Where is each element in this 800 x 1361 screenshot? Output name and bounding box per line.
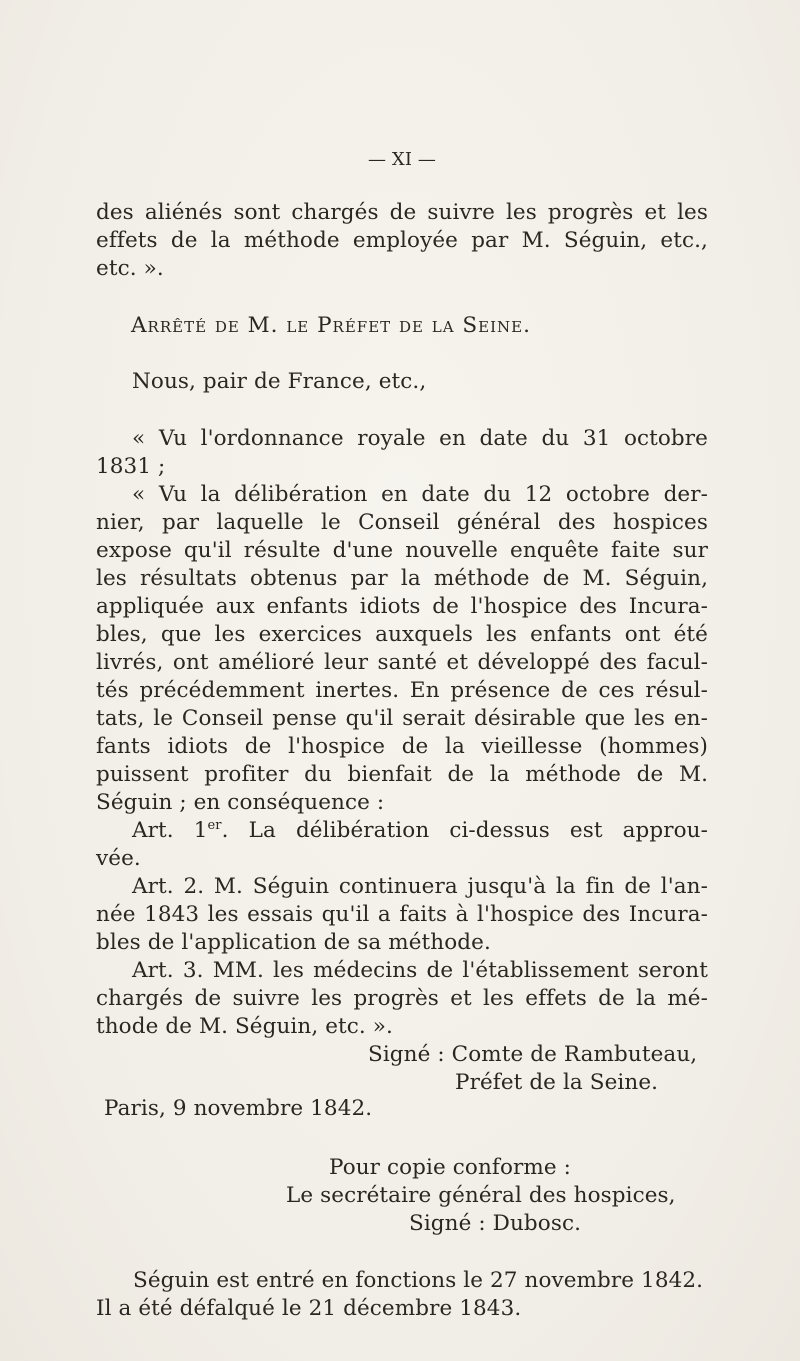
text-line: etc. ».: [96, 256, 164, 281]
text-line: fants idiots de l'hospice de la vieillesse (hommes): [96, 734, 708, 759]
text-line: Art. 2. M. Séguin continuera jusqu'à la fin de l'an-: [132, 874, 708, 899]
text-line: livrés, ont amélioré leur santé et développé des facul-: [96, 650, 708, 675]
text-line: les résultats obtenus par la méthode de M. Séguin,: [96, 566, 708, 591]
article-text: . La délibération ci-dessus est approu-: [221, 818, 708, 843]
text-line: expose qu'il résulte d'une nouvelle enquête faite sur: [96, 538, 708, 563]
text-line: des aliénés sont chargés de suivre les progrès et les: [96, 200, 708, 225]
text-line: 1831 ;: [96, 454, 166, 479]
date-line: Paris, 9 novembre 1842.: [104, 1096, 373, 1121]
section-heading: Arrêté de M. le Préfet de la Seine.: [131, 313, 531, 338]
certification-signature: Signé : Dubosc.: [409, 1211, 582, 1236]
article-number: Art. 1: [132, 818, 208, 843]
signature-title: Préfet de la Seine.: [455, 1070, 659, 1095]
text-line: puissent profiter du bienfait de la méthode de M.: [96, 762, 708, 787]
signature-line: Signé : Comte de Rambuteau,: [368, 1042, 698, 1067]
article-1-line: [132, 818, 708, 844]
certification-line: Pour copie conforme :: [329, 1155, 571, 1180]
text-line: effets de la méthode employée par M. Séguin, etc.,: [96, 228, 708, 253]
text-line: appliquée aux enfants idiots de l'hospice des Incura-: [96, 594, 708, 619]
text-line: thode de M. Séguin, etc. ».: [96, 1014, 393, 1039]
text-line: bles, que les exercices auxquels les enfants ont été: [96, 622, 708, 647]
text-line: nier, par laquelle le Conseil général des hospices: [96, 510, 708, 535]
page-number: — XI —: [368, 149, 436, 170]
text-line: chargés de suivre les progrès et les effets de la mé-: [96, 986, 708, 1011]
text-line: « Vu l'ordonnance royale en date du 31 octobre: [132, 426, 708, 451]
text-line: bles de l'application de sa méthode.: [96, 930, 491, 955]
text-line: Il a été défalqué le 21 décembre 1843.: [96, 1296, 522, 1321]
text-line: tats, le Conseil pense qu'il serait désirable que les en-: [96, 706, 708, 731]
text-line: Art. 3. MM. les médecins de l'établissement seront: [132, 958, 708, 983]
text-line: Séguin est entré en fonctions le 27 novembre 1842.: [133, 1268, 704, 1293]
certification-line: Le secrétaire général des hospices,: [286, 1183, 676, 1208]
text-line: Séguin ; en conséquence :: [96, 790, 385, 815]
text-line: née 1843 les essais qu'il a faits à l'hospice des Incura-: [96, 902, 708, 927]
text-line: « Vu la délibération en date du 12 octobre der-: [132, 482, 708, 507]
superscript: er: [207, 817, 222, 833]
text-line: tés précédemment inertes. En présence de ces résul-: [96, 678, 708, 703]
text-line: Nous, pair de France, etc.,: [132, 369, 427, 394]
text-line: vée.: [96, 846, 141, 871]
